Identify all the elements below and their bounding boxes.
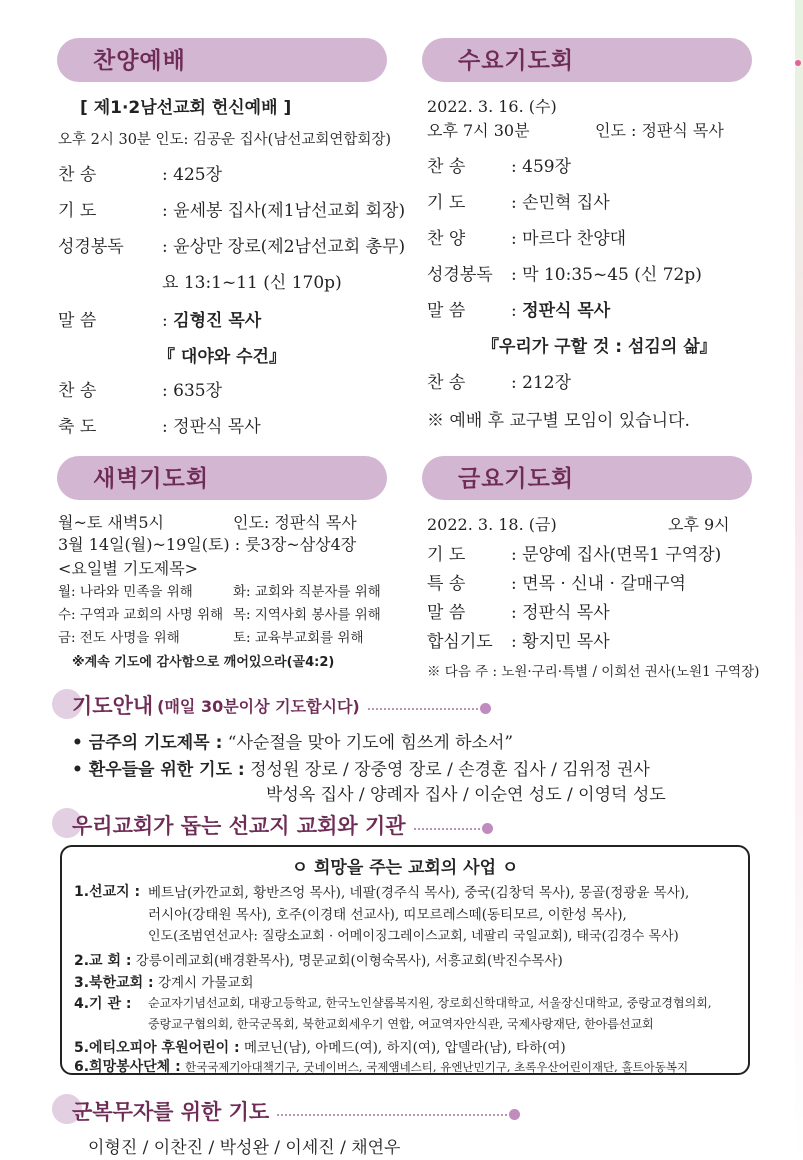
order-label: 찬 송 [58, 165, 97, 185]
order-row: 특 송 : 면목 · 신내 · 갈매구역 [427, 569, 686, 594]
order-value: 정판식 목사 [522, 603, 610, 623]
mission-label: 1.선교지 : [74, 884, 141, 900]
topic-value: “사순절을 맞아 기도에 힘쓰게 하소서” [227, 733, 514, 753]
next-week-note: ※ 다음 주 : 노원·구리·특별 / 이희선 권사(노원1 구역장) [427, 664, 760, 680]
bible-verse: ※계속 기도에 감사함으로 깨어있으라(골4:2) [72, 655, 335, 670]
order-value: 면목 · 신내 · 갈매구역 [522, 574, 686, 594]
preacher: 정판식 목사 [522, 301, 611, 321]
order-row: 성경봉독 : 윤상만 장로(제2남선교회 총무) [58, 232, 405, 257]
topic-item: 목: 지역사회 봉사를 위해 [233, 607, 381, 623]
service-time: 오후 9시 [668, 515, 730, 534]
order-row: 기 도 : 손민혁 집사 [427, 188, 610, 213]
service-time: 오후 2시 30분 인도: 김공운 집사(남선교회연합회장) [58, 132, 392, 148]
preacher: 김형진 목사 [173, 311, 262, 331]
bullet-dot [482, 823, 493, 834]
schedule: 월~토 새벽5시 [58, 513, 164, 532]
order-label: 찬 송 [427, 373, 466, 393]
mission-row [74, 1056, 688, 1076]
topic-item: 금: 전도 사명을 위해 [58, 630, 180, 646]
order-label: 특 송 [427, 574, 466, 594]
order-label: 말 씀 [427, 301, 466, 321]
order-value: 정판식 목사 [173, 417, 261, 437]
sick-names: 박성옥 집사 / 양례자 집사 / 이순연 성도 / 이영덕 성도 [266, 785, 666, 805]
military-heading [72, 1096, 520, 1126]
order-row: 축 도 : 정판식 목사 [58, 412, 261, 437]
section-title: 기도안내 [72, 694, 154, 718]
order-row: 찬 양 : 마르다 찬양대 [427, 224, 626, 249]
section-header-wednesday [422, 38, 752, 82]
box-title: ㅇ 희망을 주는 교회의 사업 ㅇ [291, 858, 519, 878]
leader: 인도: 정판식 목사 [233, 513, 357, 532]
sick-names: 정성원 장로 / 장중영 장로 / 손경훈 집사 / 김위정 권사 [250, 760, 650, 780]
order-label: 찬 송 [427, 157, 466, 177]
order-value: 635장 [173, 381, 223, 401]
edge-dot [795, 60, 801, 66]
mission-line: 러시아(강태원 목사), 호주(이경태 선교사), 띠모르레스떼(동티모르, 이한성 목사), [148, 907, 627, 923]
order-value: 손민혁 집사 [522, 193, 610, 213]
order-label: 성경봉독 [427, 265, 493, 285]
sermon-title: 『우리가 구할 것 : 섬김의 삶』 [482, 337, 717, 357]
order-label: 찬 양 [427, 229, 466, 249]
mission-label: 5.에티오피아 후원어린이 : [74, 1040, 240, 1056]
section-title: 찬양예배 [93, 48, 186, 74]
order-row: 기 도 : 윤세봉 집사(제1남선교회 회장) [58, 196, 405, 221]
section-header-dawn [57, 456, 387, 500]
order-row: 합심기도 : 황지민 목사 [427, 627, 610, 652]
order-label: 합심기도 [427, 632, 493, 652]
topic-item: 수: 구역과 교회의 사명 위해 [58, 607, 224, 623]
section-subtitle: (매일 30분이상 기도합시다) [157, 696, 360, 716]
service-date: 2022. 3. 16. (수) [427, 97, 557, 116]
mission-row [74, 881, 140, 901]
topic-item: 토: 교육부교회를 위해 [233, 630, 364, 646]
order-label: 축 도 [58, 417, 97, 437]
page-edge-decoration [795, 0, 803, 1160]
sermon-row: 말 씀 : 정판식 목사 [427, 296, 610, 321]
service-title: [ 제1·2남선교회 헌신예배 ] [80, 98, 292, 118]
service-date: 2022. 3. 18. (금) [427, 515, 557, 534]
weekly-prayer-topic [72, 728, 513, 753]
topic-label: • 금주의 기도제목 : [72, 733, 223, 753]
mission-row [74, 949, 563, 970]
order-label: 기 도 [427, 545, 466, 565]
bullet-dot [480, 703, 491, 714]
mission-label: 2.교 회 : [74, 953, 132, 969]
missions-box [60, 845, 750, 1075]
mission-value: 강릉이레교회(배경환목사), 명문교회(이형숙목사), 서흥교회(박진수목사) [135, 953, 563, 969]
order-row: 성경봉독 : 막 10:35~45 (신 72p) [427, 260, 702, 285]
mission-value: 메코닌(남), 아메드(여), 하지(여), 압델라(남), 타하(여) [243, 1040, 566, 1056]
mission-value: 한국국제기아대책기구, 굿네이버스, 국제앰네스티, 유엔난민기구, 초록우산어린이재단, 홀트아동복지 [184, 1060, 689, 1074]
mission-row [74, 1036, 566, 1057]
military-names: 이형진 / 이찬진 / 박성완 / 이세진 / 채연우 [88, 1138, 401, 1158]
missions-heading [72, 810, 493, 840]
order-value: 윤상만 장로(제2남선교회 총무) [173, 237, 406, 257]
topic-item: 화: 교회와 직분자를 위해 [233, 584, 381, 600]
order-row: 찬 송 : 212장 [427, 368, 571, 393]
order-row: 기 도 : 문양예 집사(면목1 구역장) [427, 540, 721, 565]
order-label: 기 도 [58, 201, 97, 221]
service-leader: 인도 : 정판식 목사 [595, 121, 724, 140]
sermon-title: 『 대야와 수건』 [158, 347, 286, 367]
order-label: 말 씀 [58, 311, 97, 331]
sick-prayer-label [72, 755, 650, 780]
order-value: 문양예 집사(면목1 구역장) [522, 545, 722, 565]
service-time: 오후 7시 30분 [427, 121, 530, 140]
order-value: 459장 [522, 157, 572, 177]
mission-line: 순교자기념선교회, 대광고등학교, 한국노인샬롬복지원, 장로회신학대학교, 서울장신대학교, 중랑교경협의회, [148, 996, 712, 1010]
section-title: 새벽기도회 [93, 466, 210, 492]
mission-row [74, 971, 254, 992]
order-row: 말 씀 : 정판식 목사 [427, 598, 610, 623]
mission-line: 인도(조범연선교사: 질랑소교회 · 어메이징그레이스교회, 네팔리 국일교회), 태국(김경수 목사) [148, 929, 679, 944]
order-value: 마르다 찬양대 [522, 229, 627, 249]
order-label: 성경봉독 [58, 237, 124, 257]
mission-value: 강계시 가물교회 [157, 975, 254, 991]
section-header-friday [422, 456, 752, 500]
order-row: 찬 송 : 635장 [58, 376, 222, 401]
topic-item: 월: 나라와 민족을 위해 [58, 584, 193, 600]
mission-line: 베트남(카깐교회, 황반즈엉 목사), 네팔(경주식 목사), 중국(김창덕 목사), 몽골(정광윤 목사), [148, 885, 690, 901]
scripture-reference: 요 13:1~11 (신 170p) [162, 273, 342, 293]
bullet-dot [509, 1109, 520, 1120]
dotted-rule [368, 708, 478, 710]
section-title: 우리교회가 돕는 선교지 교회와 기관 [72, 814, 406, 838]
order-row: 찬 송 : 459장 [427, 152, 571, 177]
order-label: 찬 송 [58, 381, 97, 401]
section-header-sunday [57, 38, 387, 82]
order-value: 막 10:35~45 (신 72p) [522, 265, 702, 285]
order-value: 황지민 목사 [522, 632, 610, 652]
order-row: 찬 송 : 425장 [58, 160, 222, 185]
order-value: 425장 [173, 165, 223, 185]
section-title: 금요기도회 [458, 466, 575, 492]
sermon-row: 말 씀 : 김형진 목사 [58, 306, 261, 331]
order-label: 기 도 [427, 193, 466, 213]
mission-label: 4.기 관 : [74, 996, 132, 1012]
dotted-rule [277, 1114, 507, 1116]
order-value: 212장 [522, 373, 572, 393]
mission-line: 중랑교구협의회, 한국군목회, 북한교회세우기 연합, 여교역자안식관, 국제사랑재단, 한아름선교회 [148, 1017, 654, 1031]
sick-label: • 환우들을 위한 기도 : [72, 760, 245, 780]
mission-row [74, 993, 131, 1013]
section-title: 군복무자를 위한 기도 [72, 1100, 270, 1124]
mission-label: 6.희망봉사단체 : [74, 1059, 181, 1075]
topics-title: <요일별 기도제목> [58, 559, 199, 578]
mission-label: 3.북한교회 : [74, 975, 154, 991]
prayer-guide-heading [72, 690, 491, 720]
notice: ※ 예배 후 교구별 모임이 있습니다. [427, 411, 690, 431]
order-label: 말 씀 [427, 603, 466, 623]
dotted-rule [414, 828, 480, 830]
section-title: 수요기도회 [458, 48, 575, 74]
bible-reading: 3월 14일(월)~19일(토) : 룻3장~삼상4장 [58, 535, 357, 554]
order-value: 윤세봉 집사(제1남선교회 회장) [173, 201, 406, 221]
